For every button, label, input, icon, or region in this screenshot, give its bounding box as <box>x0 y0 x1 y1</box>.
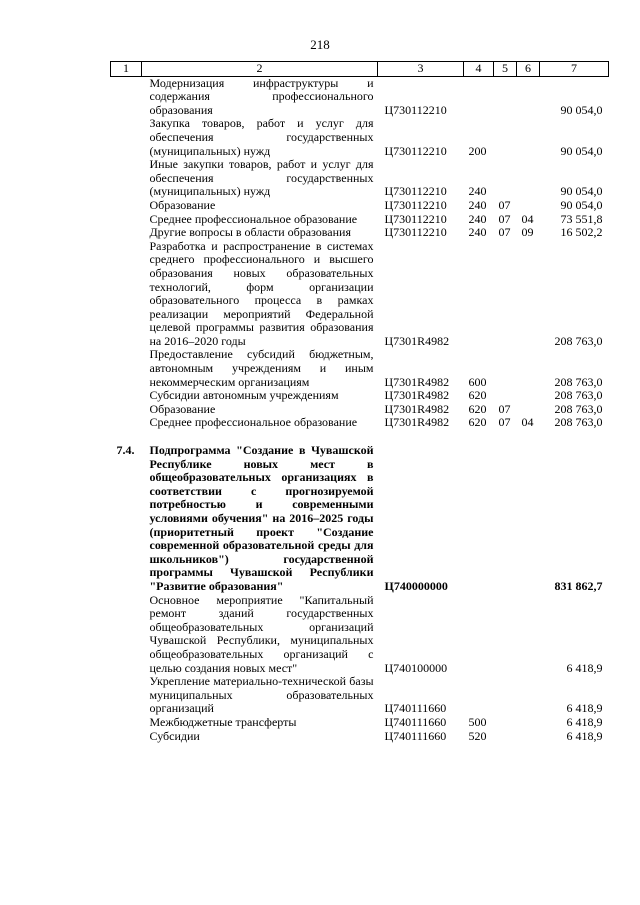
column-number: 5 <box>494 62 517 77</box>
row-number <box>111 226 142 240</box>
expense-type-code <box>464 675 494 716</box>
section-code <box>494 240 517 349</box>
table-row <box>111 730 609 744</box>
target-article-code: Ц730112210 <box>384 102 447 117</box>
expense-type-code: 200 <box>468 143 487 158</box>
subsection-code <box>517 117 540 158</box>
amount: 90 054,0 <box>560 102 603 117</box>
section-code <box>494 444 517 594</box>
expense-type-code: 240 <box>468 225 487 240</box>
amount: 208 763,0 <box>554 333 603 348</box>
expense-type-code: 500 <box>468 714 487 729</box>
subsection-code <box>517 403 540 417</box>
section-code <box>494 716 517 730</box>
subsection-code <box>517 76 540 117</box>
target-article-code: Ц740000000 <box>384 578 448 593</box>
row-number <box>111 158 142 199</box>
row-number <box>111 117 142 158</box>
subsection-code <box>517 444 540 594</box>
table-row <box>111 716 609 730</box>
table-row <box>111 226 609 240</box>
row-name: Среднее профессиональное образование <box>149 211 358 226</box>
target-article-code: Ц740100000 <box>384 660 448 675</box>
expense-type-code: 620 <box>468 415 487 430</box>
target-article-code: Ц740111660 <box>384 728 447 743</box>
target-article-code: Ц730112210 <box>384 184 447 199</box>
section-code <box>494 348 517 389</box>
expense-type-code: 240 <box>468 184 487 199</box>
row-number <box>111 240 142 349</box>
section-code <box>494 158 517 199</box>
subsection-code: 04 <box>521 415 534 430</box>
table-row <box>111 675 609 716</box>
section-code: 07 <box>498 211 511 226</box>
row-number <box>111 675 142 716</box>
spacer-cell <box>111 430 609 444</box>
row-number <box>111 594 142 676</box>
expense-type-code <box>464 240 494 349</box>
row-number <box>111 199 142 213</box>
budget-table <box>110 61 609 743</box>
section-code <box>494 675 517 716</box>
amount: 208 763,0 <box>554 388 603 403</box>
target-article-code: Ц7301R4982 <box>384 388 450 403</box>
row-name: Межбюджетные трансферты <box>149 714 297 729</box>
amount: 6 418,9 <box>566 714 603 729</box>
expense-type-code <box>464 594 494 676</box>
table-row <box>111 117 609 158</box>
row-name: Основное мероприятие "Капитальный ремонт зданий государственных общеобразовательных организаций Чувашской Республики, муниципальных общеобразовательных организаций с целью создания новых мест" <box>149 592 374 675</box>
row-number: 7.4. <box>116 443 135 458</box>
subsection-code <box>517 199 540 213</box>
amount: 90 054,0 <box>560 143 603 158</box>
row-number <box>111 730 142 744</box>
subsection-code <box>517 675 540 716</box>
expense-type-code: 620 <box>468 401 487 416</box>
target-article-code: Ц730112210 <box>384 225 447 240</box>
row-number <box>111 348 142 389</box>
amount: 6 418,9 <box>566 728 603 743</box>
table-row <box>111 416 609 430</box>
amount: 208 763,0 <box>554 401 603 416</box>
expense-type-code <box>464 444 494 594</box>
section-code <box>494 117 517 158</box>
spacer-row <box>111 430 609 444</box>
column-number: 7 <box>540 62 609 77</box>
subsection-code <box>517 240 540 349</box>
target-article-code: Ц7301R4982 <box>384 374 450 389</box>
row-name: Укрепление материально-технической базы муниципальных образовательных организаций <box>149 674 374 716</box>
row-number <box>111 403 142 417</box>
amount: 208 763,0 <box>554 374 603 389</box>
section-code <box>494 594 517 676</box>
row-name: Закупка товаров, работ и услуг для обеспечения государственных (муниципальных) нужд <box>149 116 374 158</box>
target-article-code: Ц7301R4982 <box>384 333 450 348</box>
subsection-code <box>517 158 540 199</box>
amount: 6 418,9 <box>566 660 603 675</box>
row-name: Образование <box>149 197 216 212</box>
amount: 73 551,8 <box>560 211 603 226</box>
table-row <box>111 348 609 389</box>
row-name: Образование <box>149 401 216 416</box>
section-code <box>494 730 517 744</box>
section-code: 07 <box>498 415 511 430</box>
subsection-code <box>517 348 540 389</box>
table-body <box>111 76 609 743</box>
table-row <box>111 389 609 403</box>
subsection-code <box>517 716 540 730</box>
subsection-code <box>517 389 540 403</box>
row-name: Модернизация инфраструктуры и содержания профессионального образования <box>149 75 374 117</box>
target-article-code: Ц730112210 <box>384 143 447 158</box>
row-name: Подпрограмма "Создание в Чувашской Республике новых мест в общеобразовательных организациях в соответствии с прогнозируемой потребностью и современными условиями обучения" на 2016–2025 годы (приоритетный проект "Создание современной образовательной среды для школьников") государственной программы Чувашской Республики "Развитие образования" <box>149 443 374 593</box>
row-number <box>111 416 142 430</box>
section-code <box>494 389 517 403</box>
table-row <box>111 240 609 349</box>
table-row <box>111 158 609 199</box>
row-number <box>111 76 142 117</box>
row-name: Предоставление субсидий бюджетным, автономным учреждениям и иным некоммерческим организациям <box>149 347 374 389</box>
column-number-row <box>111 62 609 77</box>
row-name: Среднее профессиональное образование <box>149 415 358 430</box>
expense-type-code: 620 <box>468 388 487 403</box>
section-code <box>494 76 517 117</box>
target-article-code: Ц740111660 <box>384 714 447 729</box>
table-row <box>111 199 609 213</box>
table-row <box>111 444 609 594</box>
row-name: Иные закупки товаров, работ и услуг для обеспечения государственных (муниципальных) нужд <box>149 157 374 199</box>
column-number: 4 <box>464 62 494 77</box>
amount: 208 763,0 <box>554 415 603 430</box>
row-name: Другие вопросы в области образования <box>149 225 351 240</box>
section-code: 07 <box>498 225 511 240</box>
expense-type-code: 520 <box>468 728 487 743</box>
row-name: Субсидии автономным учреждениям <box>149 388 339 403</box>
amount: 16 502,2 <box>560 225 603 240</box>
column-number: 2 <box>142 62 378 77</box>
expense-type-code <box>464 76 494 117</box>
subsection-code: 04 <box>521 211 534 226</box>
target-article-code: Ц7301R4982 <box>384 401 450 416</box>
amount: 90 054,0 <box>560 184 603 199</box>
row-number <box>111 213 142 227</box>
column-number: 3 <box>378 62 464 77</box>
expense-type-code: 600 <box>468 374 487 389</box>
target-article-code: Ц740111660 <box>384 701 447 716</box>
row-number <box>111 716 142 730</box>
table-row <box>111 403 609 417</box>
amount: 90 054,0 <box>560 197 603 212</box>
table-row <box>111 594 609 676</box>
subsection-code <box>517 594 540 676</box>
row-name: Субсидии <box>149 728 200 743</box>
target-article-code: Ц730112210 <box>384 211 447 226</box>
expense-type-code: 240 <box>468 197 487 212</box>
table-row <box>111 76 609 117</box>
expense-type-code: 240 <box>468 211 487 226</box>
target-article-code: Ц7301R4982 <box>384 415 450 430</box>
section-code: 07 <box>498 197 511 212</box>
column-number: 1 <box>111 62 142 77</box>
subsection-code <box>517 730 540 744</box>
table-row <box>111 213 609 227</box>
column-number: 6 <box>517 62 540 77</box>
subsection-code: 09 <box>521 225 534 240</box>
amount: 831 862,7 <box>554 578 603 593</box>
row-number <box>111 389 142 403</box>
target-article-code: Ц730112210 <box>384 197 447 212</box>
section-code: 07 <box>498 401 511 416</box>
page-number: 218 <box>310 37 330 52</box>
amount: 6 418,9 <box>566 701 603 716</box>
row-name: Разработка и распространение в системах среднего профессионального и высшего образования новых образовательных технологий, форм организации образовательного процесса в рамках реализации мероприятий Федеральной целевой программы развития образования на 2016–2020 годы <box>149 238 374 348</box>
